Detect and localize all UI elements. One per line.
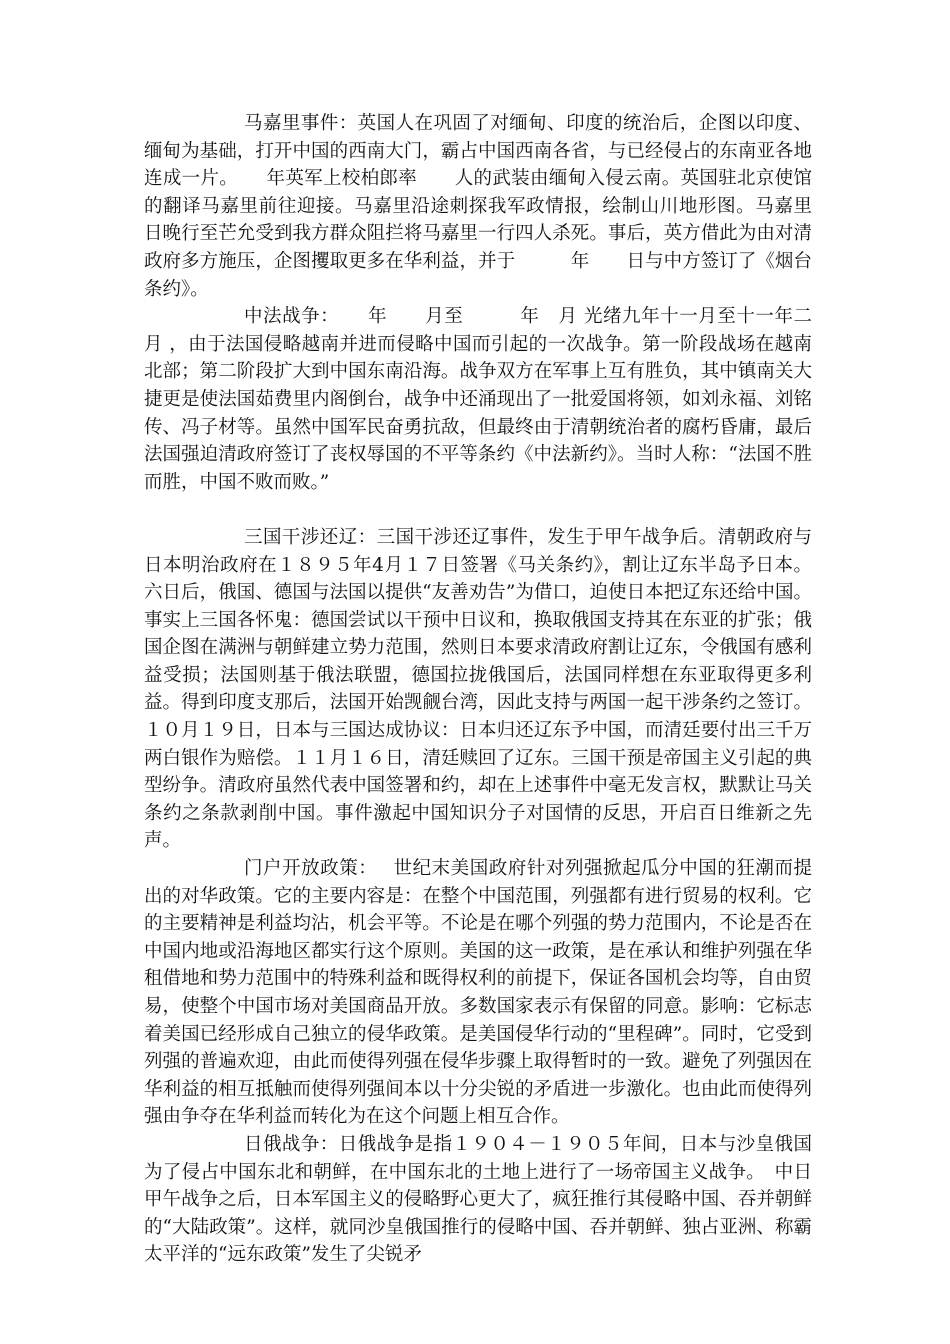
paragraph-triple-intervention: 三国干涉还辽：三国干涉还辽事件，发生于甲午战争后。清朝政府与日本明治政府在１８９５年4月１７日签署《马关条约》，割让辽东半岛予日本。六日后，俄国、德国与法国以提供“友善劝告”为借口，迫使日本把辽东还给中国。事实上三国各怀鬼：德国尝试以干预中日议和，换取俄国支持其在东亚的扩张；俄国企图在满洲与朝鲜建立势力范围，然则日本要求清政府割让辽东，令俄国有感利益受损；法国则基于俄法联盟，德国拉拢俄国后，法国同样想在东亚取得更多利益。得到印度支那后，法国开始觊觎台湾，因此支持与两国一起干涉条约之签订。１０月１９日，日本与三国达成协议：日本归还辽东予中国，而清廷要付出三千万两白银作为赔偿。１１月１６日，清廷赎回了辽东。三国干预是帝国主义引起的典型纷争。清政府虽然代表中国签署和约，却在上述事件中毫无发言权，默默让马关条约之条款剥削中国。事件激起中国知识分子对国情的反思，开启百日维新之先声。 bbox=[144, 526, 812, 852]
paragraph-russo-japanese-war: 日俄战争：日俄战争是指１９０４－１９０５年间，日本与沙皇俄国为了侵占中国东北和朝鲜，在中国东北的土地上进行了一场帝国主义战争。 中日甲午战争之后，日本军国主义的侵略野心更大了，疯狂推行其侵略中国、吞并朝鲜的“大陆政策”。这样，就同沙皇俄国推行的侵略中国、吞并朝鲜、独占亚洲、称霸太平洋的“远东政策”发生了尖锐矛 bbox=[144, 1133, 812, 1266]
paragraph-open-door-policy: 门户开放政策： 世纪末美国政府针对列强掀起瓜分中国的狂潮而提出的对华政策。它的主要内容是：在整个中国范围，列强都有进行贸易的权利。它的主要精神是利益均沾，机会平等。不论是在哪个列强的势力范围内，不论是否在中国内地或沿海地区都实行这个原则。美国的这一政策，是在承认和维护列强在华租借地和势力范围中的特殊利益和既得权利的前提下，保证各国机会均等，自由贸易，使整个中国市场对美国商品开放。多数国家表示有保留的同意。影响：它标志着美国已经形成自己独立的侵华政策。是美国侵华行动的“里程碑”。同时，它受到列强的普遍欢迎，由此而使得列强在侵华步骤上取得暂时的一致。避免了列强因在华利益的相互抵触而使得列强间本以十分尖锐的矛盾进一步激化。也由此而使得列强由争夺在华利益而转化为在这个问题上相互合作。 bbox=[144, 858, 812, 1128]
paragraph-sino-french-war: 中法战争： 年 月至 年 月 光绪九年十一月至十一年二月 ，由于法国侵略越南并进而侵略中国而引起的一次战争。第一阶段战场在越南北部；第二阶段扩大到中国东南沿海。战争双方在军事上互有胜负，其中镇南关大捷更是使法国茹费里内阁倒台，战争中还涌现出了一批爱国将领，如刘永福、刘铭传、冯子材等。虽然中国军民奋勇抗敌，但最终由于清朝统治者的腐朽昏庸，最后法国强迫清政府签订了丧权辱国的不平等条约《中法新约》。当时人称：“法国不胜而胜，中国不败而败。” bbox=[144, 306, 812, 493]
document-body bbox=[144, 110, 850, 1269]
paragraph-margary-affair: 马嘉里事件：英国人在巩固了对缅甸、印度的统治后，企图以印度、缅甸为基础，打开中国的西南大门，霸占中国西南各省，与已经侵占的东南亚各地连成一片。 年英军上校柏郎率 人的武装由缅甸入侵云南。英国驻北京使馆的翻译马嘉里前往迎接。马嘉里沿途刺探我军政情报，绘制山川地形图。马嘉里 日晚行至芒允受到我方群众阻拦将马嘉里一行四人杀死。事后，英方借此为由对清政府多方施压，企图攫取更多在华利益，并于 年 日与中方签订了《烟台条约》。 bbox=[144, 113, 850, 300]
